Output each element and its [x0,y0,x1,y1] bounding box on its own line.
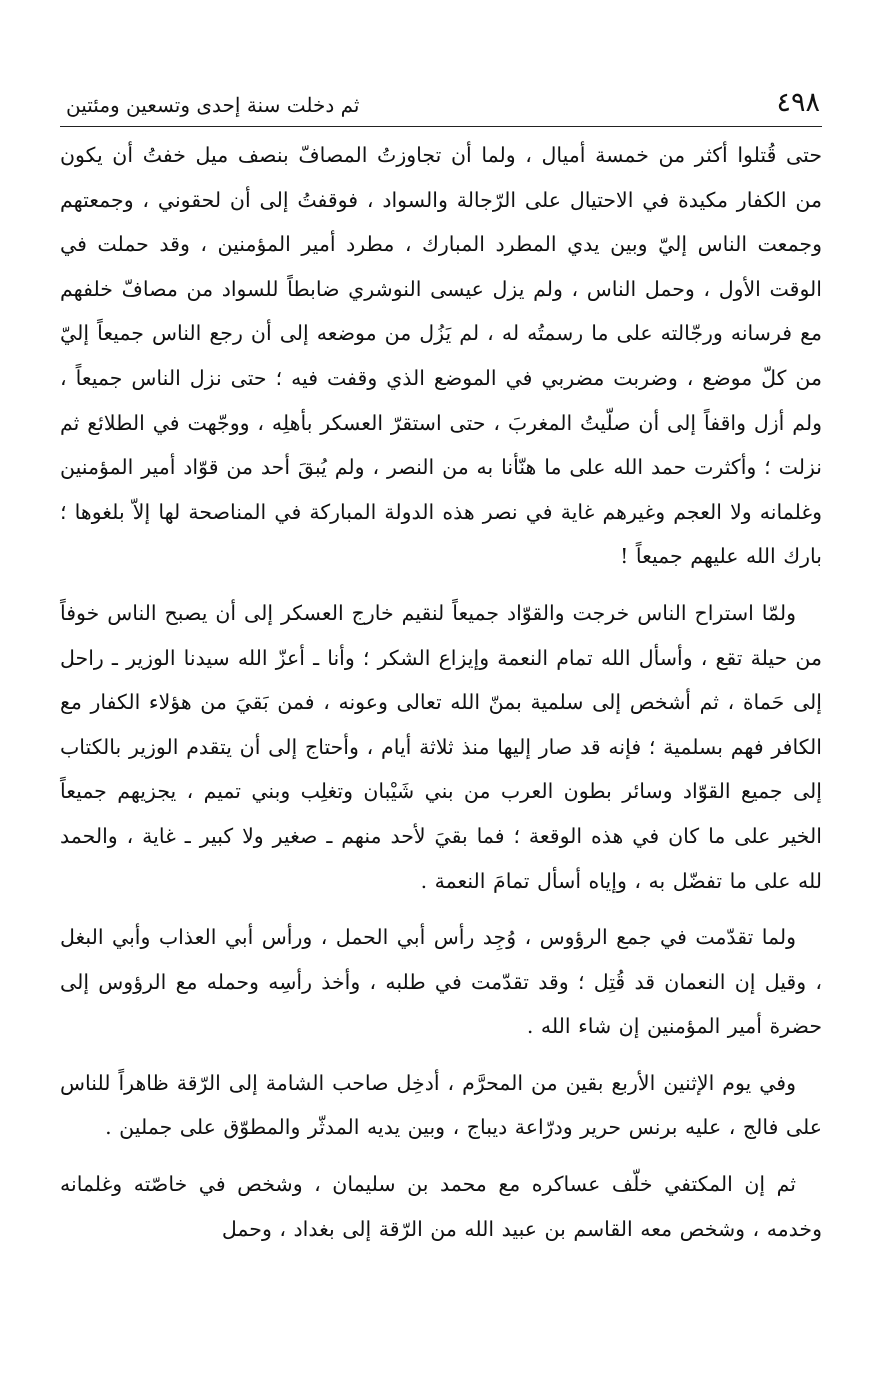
body-text [60,133,822,1251]
paragraph-1: حتى قُتلوا أكثر من خمسة أميال ، ولما أن تجاوزتُ المصافّ بنصف ميل خفتُ أن يكون من الكفار مكيدة في الاحتيال على الرّجالة والسواد ، فوقفتُ إلى أن لحقوني ، وجمعتهم وجمعت الناس إليّ وبين يدي المطرد المبارك ، مطرد أمير المؤمنين ، وقد حملت في الوقت الأول ، وحمل الناس ، ولم يزل عيسى النوشري ضابطاً للسواد من مصافّ خلفهم مع فرسانه ورجّالته على ما رسمتُه له ، لم يَزُل من موضعه إلى أن رجع الناس جميعاً إليّ من كلّ موضع ، وضربت مضربي في الموضع الذي وقفت فيه ؛ حتى نزل الناس جميعاً ، ولم أزل واقفاً إلى أن صلّيتُ المغربَ ، حتى استقرّ العسكر بأهلِه ، ووجّهت في الطلائع ثم نزلت ؛ وأكثرت حمد الله على ما هنّأنا به من النصر ، ولم يُبقَ أحد من قوّاد أمير المؤمنين وغلمانه ولا العجم وغيرهم غاية في نصر هذه الدولة المباركة في المناصحة لها إلاّ بلغوها ؛ بارك الله عليهم جميعاً ! [60,143,822,569]
paragraph-4: وفي يوم الإثنين الأربع بقين من المحرَّم ، أدخِل صاحب الشامة إلى الرّقة ظاهراً للناس على فالج ، عليه برنس حرير ودرّاعة ديباج ، وبين يديه المدثّر والمطوّق على جملين . [60,1070,822,1140]
page-number: ٤٩٨ [776,87,820,118]
paragraph-2: ولمّا استراح الناس خرجت والقوّاد جميعاً لنقيم خارج العسكر إلى أن يصبح الناس خوفاً من حيلة تقع ، وأسأل الله تمام النعمة وإيزاع الشكر ؛ وأنا ـ أعزّ الله سيدنا الوزير ـ راحل إلى حَماة ، ثم أشخص إلى سلمية بمنّ الله تعالى وعونه ، فمن بَقيَ من هؤلاء الكفار مع الكافر فهم بسلمية ؛ فإنه قد صار إليها منذ ثلاثة أيام ، وأحتاج إلى أن يتقدم الوزير بالكتاب إلى جميع القوّاد وسائر بطون العرب من بني شَيْبان وتغلِب وبني تميم ، يجزيهم جميعاً الخير على ما كان في هذه الوقعة ؛ فما بقيَ لأحد منهم ـ صغير ولا كبير ـ غاية ، والحمد لله على ما تفضّل به ، وإياه أسأل تمامَ النعمة . [60,600,822,893]
paragraph-5: ثم إن المكتفي خلّف عساكره مع محمد بن سليمان ، وشخص في خاصّته وغلمانه وخدمه ، وشخص معه القاسم بن عبيد الله من الرّقة إلى بغداد ، وحمل [60,1172,822,1241]
book-page [60,80,822,1263]
running-header [60,80,822,127]
paragraph-3: ولما تقدّمت في جمع الرؤوس ، وُجِد رأس أبي الحمل ، ورأس أبي العذاب وأبي البغل ، وقيل إن النعمان قد قُتِل ؛ وقد تقدّمت في طلبه ، وأخذ رأسِه وحمله مع الرؤوس إلى حضرة أمير المؤمنين إن شاء الله . [60,925,822,1039]
running-title: ثم دخلت سنة إحدى وتسعين ومئتين [66,93,360,117]
